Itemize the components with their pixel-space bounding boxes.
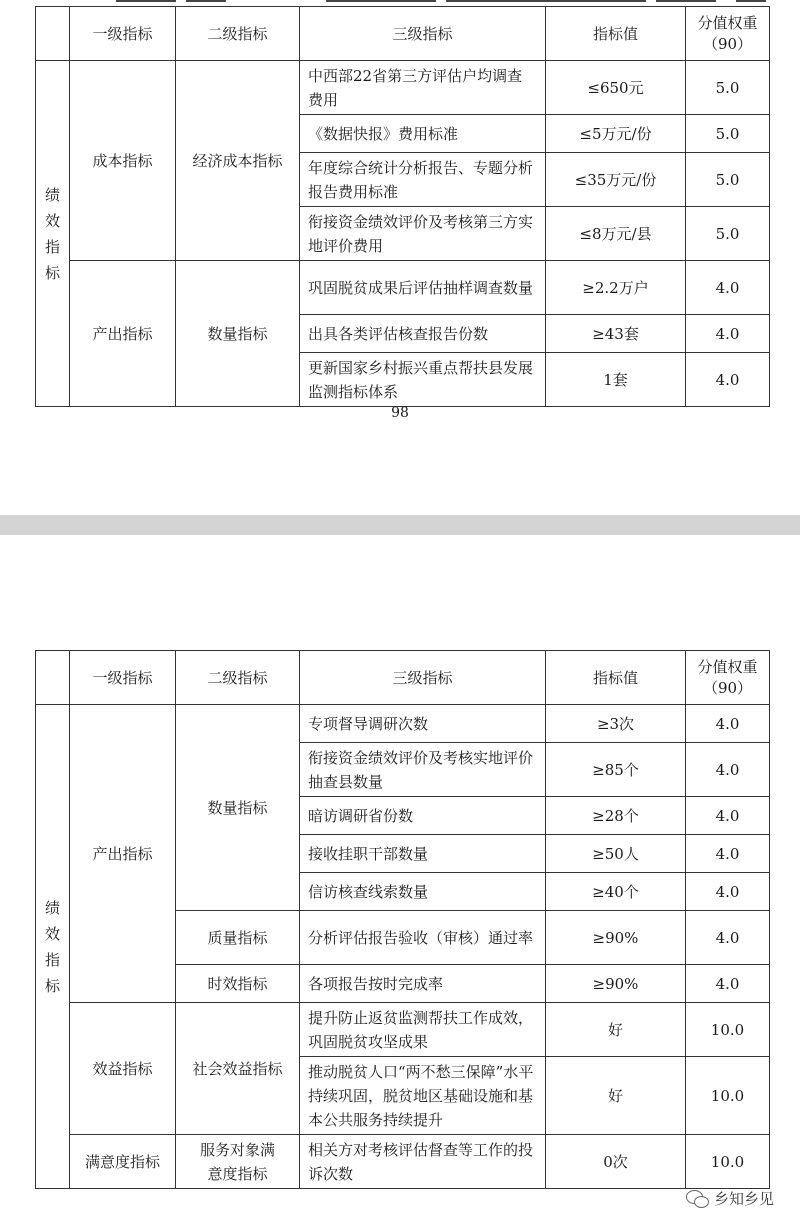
- table-row: [36, 1135, 770, 1189]
- level2-cell: 经济成本指标: [176, 61, 300, 261]
- weight-cell: 4.0: [686, 835, 770, 873]
- header-value: 指标值: [546, 651, 686, 705]
- level3-cell: 暗访调研省份数: [300, 797, 546, 835]
- weight-cell: 4.0: [686, 797, 770, 835]
- header-weight: 分值权重 （90）: [686, 7, 770, 61]
- level3-cell: 出具各类评估核查报告份数: [300, 315, 546, 353]
- weight-cell: 4.0: [686, 315, 770, 353]
- header-level2: 二级指标: [176, 651, 300, 705]
- document-page-2: [0, 535, 800, 1223]
- value-cell: ≤650元: [546, 61, 686, 115]
- level3-cell: 各项报告按时完成率: [300, 965, 546, 1003]
- watermark-text: 乡知乡见: [713, 1190, 774, 1208]
- weight-cell: 10.0: [686, 1003, 770, 1057]
- header-level3: 三级指标: [300, 7, 546, 61]
- weight-cell: 4.0: [686, 705, 770, 743]
- level3-cell: 专项督导调研次数: [300, 705, 546, 743]
- weight-cell: 4.0: [686, 353, 770, 407]
- table-row: [36, 61, 770, 115]
- value-cell: ≥3次: [546, 705, 686, 743]
- level3-cell: 接收挂职干部数量: [300, 835, 546, 873]
- value-cell: ≥85个: [546, 743, 686, 797]
- table-header-row: [36, 651, 770, 705]
- performance-table-page-1: [35, 6, 770, 407]
- level3-cell: 提升防止返贫监测帮扶工作成效，巩固脱贫攻坚成果: [300, 1003, 546, 1057]
- header-value: 指标值: [546, 7, 686, 61]
- performance-table-page-2: [35, 650, 770, 1189]
- level3-cell: 分析评估报告验收（审核）通过率: [300, 911, 546, 965]
- value-cell: ≥90%: [546, 911, 686, 965]
- header-level1: 一级指标: [70, 651, 176, 705]
- level1-cell: 产出指标: [70, 705, 176, 1003]
- value-cell: 0次: [546, 1135, 686, 1189]
- level3-cell: 信访核查线索数量: [300, 873, 546, 911]
- value-cell: 好: [546, 1057, 686, 1135]
- header-weight: 分值权重 （90）: [686, 651, 770, 705]
- weight-cell: 4.0: [686, 261, 770, 315]
- level3-cell: 更新国家乡村振兴重点帮扶县发展监测指标体系: [300, 353, 546, 407]
- table-row: [36, 1003, 770, 1057]
- page-separator: [0, 515, 800, 535]
- level2-cell: 时效指标: [176, 965, 300, 1003]
- level3-cell: 年度综合统计分析报告、专题分析报告费用标准: [300, 153, 546, 207]
- level2-cell: 质量指标: [176, 911, 300, 965]
- weight-cell: 10.0: [686, 1057, 770, 1135]
- level1-cell: 效益指标: [70, 1003, 176, 1135]
- level3-cell: 相关方对考核评估督查等工作的投诉次数: [300, 1135, 546, 1189]
- value-cell: 1套: [546, 353, 686, 407]
- watermark: [686, 1188, 774, 1209]
- wechat-icon: [686, 1190, 708, 1208]
- value-cell: ≥50人: [546, 835, 686, 873]
- weight-cell: 4.0: [686, 873, 770, 911]
- performance-indicator-label: 绩效指标: [36, 705, 70, 1189]
- value-cell: ≥90%: [546, 965, 686, 1003]
- weight-cell: 5.0: [686, 115, 770, 153]
- header-level2: 二级指标: [176, 7, 300, 61]
- table-header-row: [36, 7, 770, 61]
- header-level3: 三级指标: [300, 651, 546, 705]
- level1-cell: 满意度指标: [70, 1135, 176, 1189]
- table-row: [36, 261, 770, 315]
- value-cell: ≥2.2万户: [546, 261, 686, 315]
- level3-cell: 《数据快报》费用标准: [300, 115, 546, 153]
- level3-cell: 巩固脱贫成果后评估抽样调查数量: [300, 261, 546, 315]
- weight-cell: 10.0: [686, 1135, 770, 1189]
- level2-cell: 服务对象满意度指标: [176, 1135, 300, 1189]
- weight-cell: 4.0: [686, 965, 770, 1003]
- value-cell: ≥40个: [546, 873, 686, 911]
- level3-cell: 中西部22省第三方评估户均调查费用: [300, 61, 546, 115]
- document-page-1: [0, 0, 800, 515]
- weight-cell: 5.0: [686, 207, 770, 261]
- value-cell: ≥43套: [546, 315, 686, 353]
- weight-cell: 4.0: [686, 743, 770, 797]
- value-cell: ≤8万元/县: [546, 207, 686, 261]
- weight-cell: 4.0: [686, 911, 770, 965]
- level1-cell: 成本指标: [70, 61, 176, 261]
- value-cell: ≤5万元/份: [546, 115, 686, 153]
- level3-cell: 衔接资金绩效评价及考核实地评价抽查县数量: [300, 743, 546, 797]
- level2-cell: 数量指标: [176, 705, 300, 911]
- page-number: 98: [391, 405, 409, 421]
- blank-header-cell: [36, 7, 70, 61]
- weight-cell: 5.0: [686, 153, 770, 207]
- value-cell: ≥28个: [546, 797, 686, 835]
- value-cell: ≤35万元/份: [546, 153, 686, 207]
- level2-cell: 数量指标: [176, 261, 300, 407]
- level1-cell: 产出指标: [70, 261, 176, 407]
- value-cell: 好: [546, 1003, 686, 1057]
- level3-cell: 衔接资金绩效评价及考核第三方实地评价费用: [300, 207, 546, 261]
- table-row: [36, 705, 770, 743]
- level2-cell: 社会效益指标: [176, 1003, 300, 1135]
- header-level1: 一级指标: [70, 7, 176, 61]
- weight-cell: 5.0: [686, 61, 770, 115]
- blank-header-cell: [36, 651, 70, 705]
- level3-cell: 推动脱贫人口“两不愁三保障”水平持续巩固，脱贫地区基础设施和基本公共服务持续提升: [300, 1057, 546, 1135]
- performance-indicator-label: 绩效指标: [36, 61, 70, 407]
